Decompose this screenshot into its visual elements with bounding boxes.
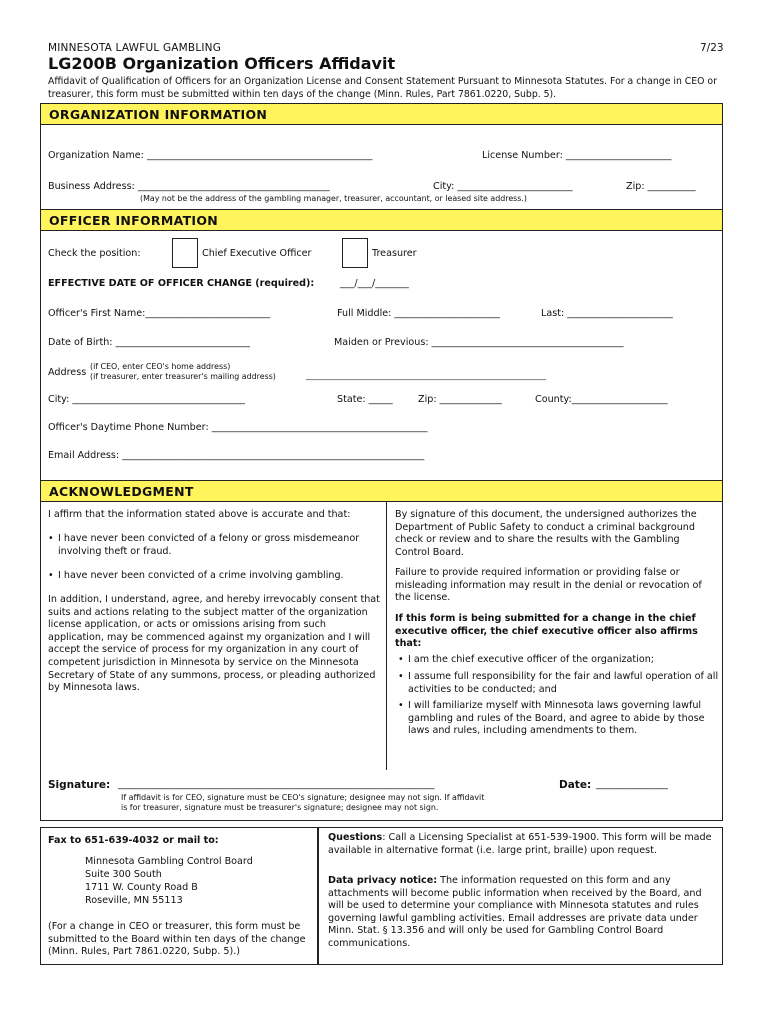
license-number-field[interactable]: License Number: ______________________ bbox=[482, 150, 672, 161]
affirm-bullet-felony: • I have never been convicted of a felony or gross misdemeanor involving theft or fraud. bbox=[48, 533, 378, 558]
form-subtitle: Affidavit of Qualification of Officers for an Organization License and Consent Statement Pursuant to Minnesota Statutes. For a change in CEO or treasurer, this form must be submitted within ten days of the change (Minn. Rules, Part 7861.0220, Subp. 5). bbox=[48, 76, 717, 100]
first-name-field[interactable]: Officer's First Name:__________________________ bbox=[48, 308, 271, 319]
signature-field[interactable]: __________________________________________________________________ bbox=[118, 779, 435, 790]
middle-name-field[interactable]: Full Middle: ______________________ bbox=[337, 308, 500, 319]
ceo-affirm-heading: If this form is being submitted for a change in the chief executive officer, the chief executive officer also affirms that: bbox=[395, 613, 698, 650]
last-name-field[interactable]: Last: ______________________ bbox=[541, 308, 673, 319]
officer-address-field[interactable]: ____________________________________________________________ bbox=[306, 371, 546, 380]
date-label: Date: bbox=[559, 779, 592, 791]
questions-paragraph bbox=[328, 832, 718, 857]
affirm-bullet-gambling: • I have never been convicted of a crime involving gambling. bbox=[48, 570, 388, 583]
address-note: (May not be the address of the gambling manager, treasurer, accountant, or leased site address.) bbox=[140, 194, 527, 203]
mail-address-line: Suite 300 South bbox=[85, 869, 162, 880]
authorize-paragraph: By signature of this document, the undersigned authorizes the Department of Public Safety to conduct a criminal background check or review and to share the results with the Gambling Control Board. bbox=[395, 509, 697, 558]
officer-zip-field[interactable]: Zip: _____________ bbox=[418, 394, 502, 405]
signature-note: is for treasurer, signature must be treasurer's signature; designee may not sign. bbox=[121, 803, 439, 812]
privacy-paragraph bbox=[328, 875, 720, 951]
ceo-checkbox-label: Chief Executive Officer bbox=[202, 248, 312, 259]
maiden-name-field[interactable]: Maiden or Previous: ________________________________________ bbox=[334, 337, 624, 348]
officer-county-field[interactable]: County:____________________ bbox=[535, 394, 668, 405]
officer-state-field[interactable]: State: _____ bbox=[337, 394, 393, 405]
false-info-paragraph: Failure to provide required information or providing false or misleading information may result in the denial or revocation of the license. bbox=[395, 567, 702, 604]
section-title: OFFICER INFORMATION bbox=[49, 213, 219, 228]
section-header-organization bbox=[40, 103, 723, 125]
revision-date: 7/23 bbox=[700, 42, 724, 54]
agency-name: MINNESOTA LAWFUL GAMBLING bbox=[48, 42, 222, 54]
signature-note: If affidavit is for CEO, signature must be CEO's signature; designee may not sign. If affidavit bbox=[121, 793, 485, 802]
email-field[interactable]: Email Address: _______________________________________________________________ bbox=[48, 450, 425, 461]
fax-mail-label: Fax to 651-639-4032 or mail to: bbox=[48, 835, 219, 846]
questions-label: Questions bbox=[328, 832, 383, 843]
date-of-birth-field[interactable]: Date of Birth: ____________________________ bbox=[48, 337, 250, 348]
ceo-bullet-responsibility: • I assume full responsibility for the fair and lawful operation of all activities to be conducted; and bbox=[398, 671, 723, 696]
ceo-bullet-officer: • I am the chief executive officer of the organization; bbox=[398, 654, 723, 667]
ceo-bullet-laws: • I will familiarize myself with Minnesota laws governing lawful gambling and rules of the Board, and agree to abide by those laws and rules, including amendments to them. bbox=[398, 700, 723, 738]
change-deadline-note: (For a change in CEO or treasurer, this form must be submitted to the Board within ten days of the change (Minn. Rules, Part 7861.0220, Subp. 5).) bbox=[48, 921, 306, 958]
mail-address-line: Minnesota Gambling Control Board bbox=[85, 856, 253, 867]
address-note-ceo: (if CEO, enter CEO's home address) bbox=[90, 362, 231, 371]
treasurer-checkbox[interactable] bbox=[342, 238, 368, 268]
date-field[interactable]: _______________ bbox=[596, 779, 668, 790]
questions-text: : Call a Licensing Specialist at 651-539-1900. This form will be made available in alternative format (i.e. large print, braille) upon request. bbox=[328, 832, 712, 856]
column-divider bbox=[386, 502, 387, 770]
privacy-text: The information requested on this form and any attachments will become public information when received by the Board, and will be used to determine your compliance with Minnesota statutes and rules governing lawful gambling activities. Email addresses are private data under Minn. Stat. § 13.356 and will only be used for Gambling Control Board communications. bbox=[328, 875, 702, 949]
form-title: LG200B Organization Officers Affidavit bbox=[48, 54, 396, 73]
signature-label: Signature: bbox=[48, 779, 111, 791]
mail-address-line: 1711 W. County Road B bbox=[85, 882, 198, 893]
zip-field[interactable]: Zip: __________ bbox=[626, 181, 696, 192]
affirm-text: I affirm that the information stated above is accurate and that: bbox=[48, 509, 351, 520]
address-note-treasurer: (if treasurer, enter treasurer's mailing address) bbox=[90, 372, 276, 381]
mail-address-line: Roseville, MN 55113 bbox=[85, 895, 183, 906]
check-position-label: Check the position: bbox=[48, 248, 141, 259]
ceo-checkbox[interactable] bbox=[172, 238, 198, 268]
effective-date-field[interactable]: ___/___/_______ bbox=[340, 278, 409, 289]
section-title: ORGANIZATION INFORMATION bbox=[49, 107, 268, 122]
phone-field[interactable]: Officer's Daytime Phone Number: _____________________________________________ bbox=[48, 422, 428, 433]
section-header-acknowledgment bbox=[40, 480, 723, 502]
address-label: Address bbox=[48, 367, 87, 378]
organization-name-field[interactable]: Organization Name: _______________________________________________ bbox=[48, 150, 373, 161]
effective-date-label: EFFECTIVE DATE OF OFFICER CHANGE (required): bbox=[48, 278, 315, 289]
consent-paragraph: In addition, I understand, agree, and hereby irrevocably consent that suits and actions relating to the subject matter of the organization license application, or acts or omissions arising from such application, may be commenced against my organization and I will accept the service of process for my organization in any court of competent jurisdiction in Minnesota by service on the Minnesota Secretary of State of any summons, process, or pleading authorized by Minnesota laws. bbox=[48, 594, 380, 694]
section-header-officer bbox=[40, 209, 723, 231]
treasurer-checkbox-label: Treasurer bbox=[372, 248, 417, 259]
business-address-field[interactable]: Business Address: ________________________________________ bbox=[48, 181, 330, 192]
officer-city-field[interactable]: City: ____________________________________ bbox=[48, 394, 246, 405]
privacy-label: Data privacy notice: bbox=[328, 875, 438, 886]
city-field[interactable]: City: ________________________ bbox=[433, 181, 573, 192]
section-title: ACKNOWLEDGMENT bbox=[49, 484, 194, 499]
